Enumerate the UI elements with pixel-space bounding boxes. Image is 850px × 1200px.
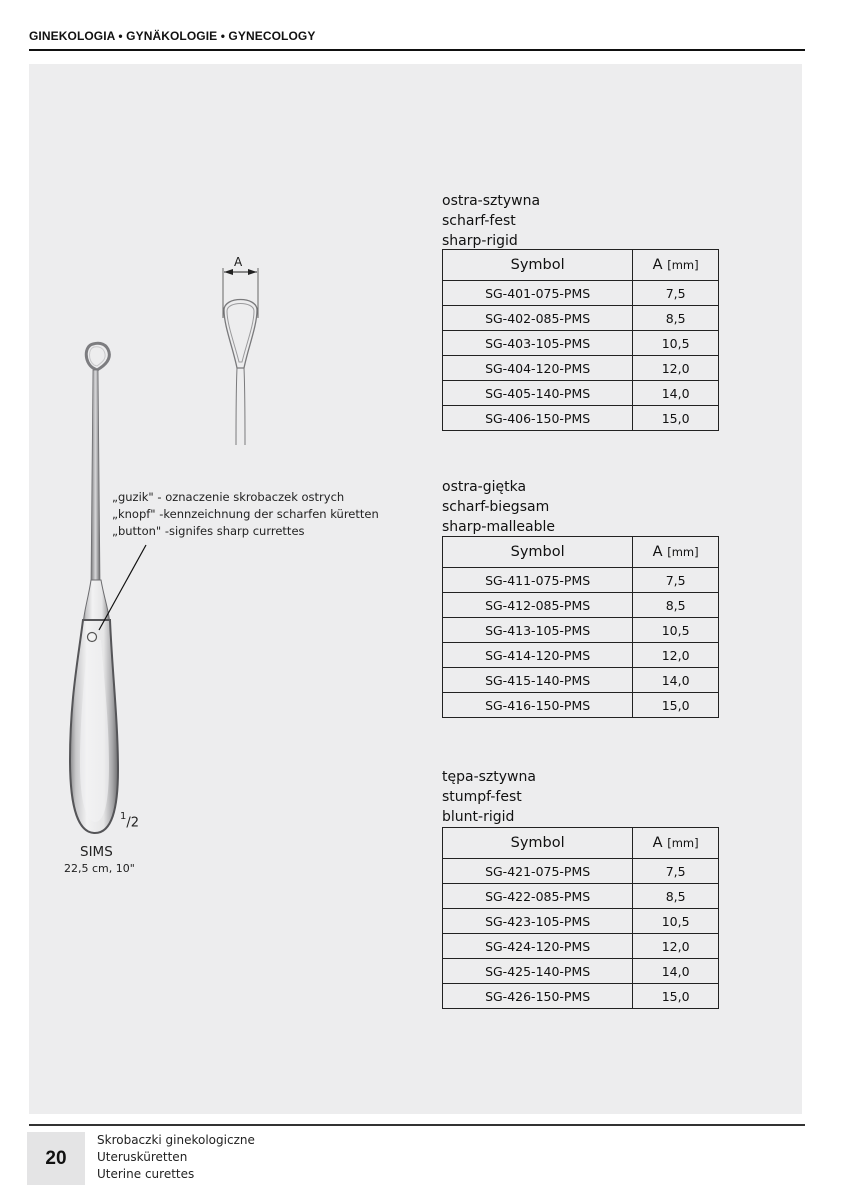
table-row [443,643,719,668]
symbol-cell: SG-405-140-PMS [443,381,633,406]
table-row [443,593,719,618]
table-row [443,934,719,959]
title-pl: ostra-giętka [442,479,527,495]
table-row [443,618,719,643]
column-header-symbol: Symbol [443,537,633,568]
a-value-cell: 15,0 [633,693,719,718]
symbol-cell: SG-401-075-PMS [443,281,633,306]
footer-line-de: Uterusküretten [97,1150,188,1164]
symbol-cell: SG-421-075-PMS [443,859,633,884]
table-row [443,381,719,406]
symbol-cell: SG-424-120-PMS [443,934,633,959]
page-header-title: GINEKOLOGIA • GYNÄKOLOGIE • GYNECOLOGY [29,29,316,43]
column-header-a: A [mm] [633,828,719,859]
a-value-cell: 14,0 [633,959,719,984]
column-header-symbol: Symbol [443,828,633,859]
title-pl: ostra-sztywna [442,193,541,209]
column-header-a: A [mm] [633,250,719,281]
section-title-blunt-rigid [442,767,536,827]
table-row [443,306,719,331]
spec-table-sharp-malleable [442,536,719,718]
column-header-symbol: Symbol [443,250,633,281]
footer-line-pl: Skrobaczki ginekologiczne [97,1133,255,1147]
scale-label [120,813,139,830]
table-row [443,568,719,593]
a-value-cell: 14,0 [633,668,719,693]
title-en: sharp-rigid [442,233,518,249]
table-row [443,959,719,984]
button-callout [112,489,379,540]
curette-full-view [70,343,118,833]
spec-table-blunt-rigid [442,827,719,1009]
symbol-cell: SG-411-075-PMS [443,568,633,593]
scale-denominator: /2 [126,815,140,831]
a-value-cell: 12,0 [633,356,719,381]
a-value-cell: 10,5 [633,618,719,643]
title-de: stumpf-fest [442,789,522,805]
section-title-sharp-malleable [442,477,555,537]
callout-leader-line [99,545,146,630]
table-header-row [443,537,719,568]
a-value-cell: 14,0 [633,381,719,406]
scale-numerator: 1 [120,811,127,822]
symbol-cell: SG-404-120-PMS [443,356,633,381]
symbol-cell: SG-402-085-PMS [443,306,633,331]
a-value-cell: 8,5 [633,306,719,331]
table-header-row [443,828,719,859]
title-en: sharp-malleable [442,519,556,535]
a-value-cell: 15,0 [633,984,719,1009]
a-value-cell: 15,0 [633,406,719,431]
a-value-cell: 10,5 [633,909,719,934]
symbol-cell: SG-426-150-PMS [443,984,633,1009]
symbol-cell: SG-416-150-PMS [443,693,633,718]
a-value-cell: 8,5 [633,593,719,618]
spec-table-sharp-rigid [442,249,719,431]
symbol-cell: SG-412-085-PMS [443,593,633,618]
symbol-cell: SG-423-105-PMS [443,909,633,934]
table-row [443,984,719,1009]
table-row [443,281,719,306]
a-value-cell: 10,5 [633,331,719,356]
section-title-sharp-rigid [442,191,540,251]
a-value-cell: 8,5 [633,884,719,909]
curette-tip-detail [223,268,258,445]
symbol-cell: SG-415-140-PMS [443,668,633,693]
a-value-cell: 12,0 [633,643,719,668]
footer-line-en: Uterine curettes [97,1167,195,1181]
symbol-cell: SG-414-120-PMS [443,643,633,668]
page-number: 20 [27,1132,85,1185]
symbol-cell: SG-406-150-PMS [443,406,633,431]
callout-line-pl: „guzik" - oznaczenie skrobaczek ostrych [112,490,345,504]
instrument-size: 22,5 cm, 10" [64,862,135,875]
title-de: scharf-biegsam [442,499,550,515]
a-value-cell: 12,0 [633,934,719,959]
instrument-name: SIMS [80,844,113,860]
symbol-cell: SG-422-085-PMS [443,884,633,909]
table-header-row [443,250,719,281]
a-value-cell: 7,5 [633,859,719,884]
table-row [443,909,719,934]
table-row [443,884,719,909]
title-de: scharf-fest [442,213,516,229]
footer-caption [97,1132,255,1183]
table-row [443,406,719,431]
table-row [443,668,719,693]
table-row [443,356,719,381]
callout-line-de: „knopf" -kennzeichnung der scharfen küretten [112,507,379,521]
title-en: blunt-rigid [442,809,515,825]
symbol-cell: SG-403-105-PMS [443,331,633,356]
dimension-label: A [234,255,243,269]
a-value-cell: 7,5 [633,568,719,593]
footer-rule [29,1124,805,1126]
column-header-a: A [mm] [633,537,719,568]
title-pl: tępa-sztywna [442,769,536,785]
symbol-cell: SG-425-140-PMS [443,959,633,984]
table-row [443,859,719,884]
table-row [443,331,719,356]
callout-line-en: „button" -signifes sharp currettes [112,524,305,538]
a-value-cell: 7,5 [633,281,719,306]
symbol-cell: SG-413-105-PMS [443,618,633,643]
table-row [443,693,719,718]
